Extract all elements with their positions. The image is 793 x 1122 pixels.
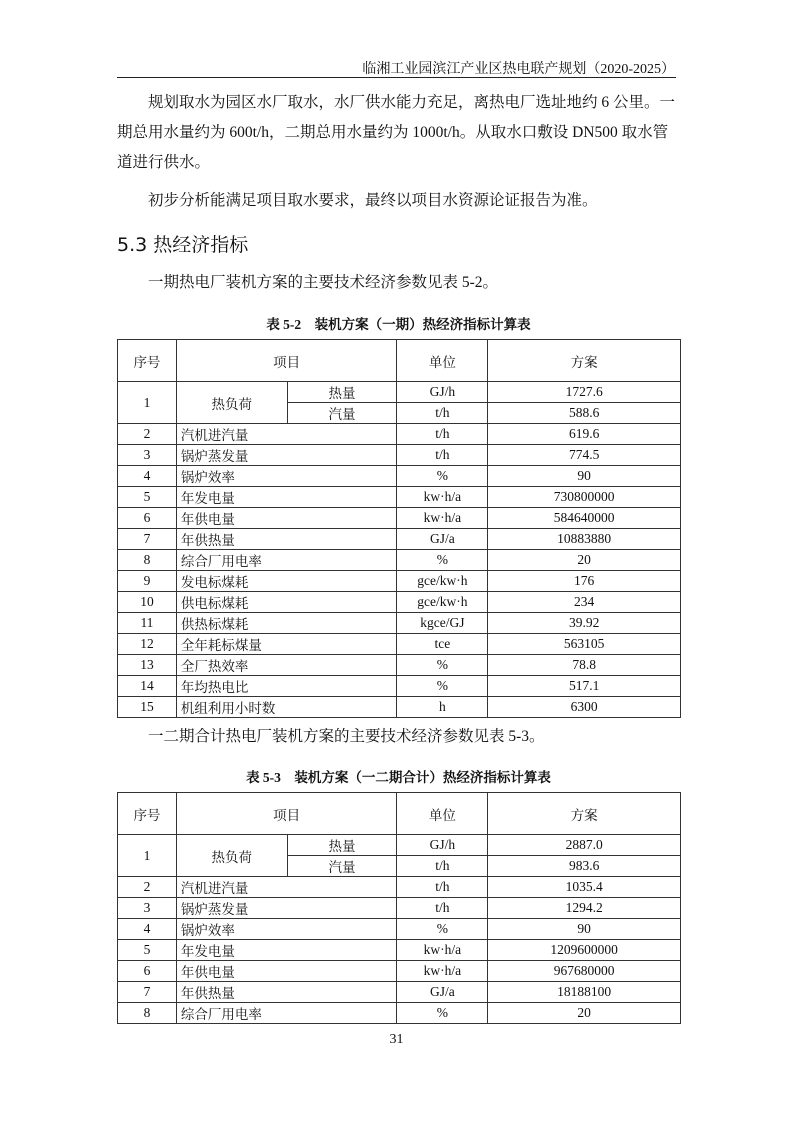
row-number: 1 <box>118 382 177 424</box>
unit-cell: kw·h/a <box>397 487 488 508</box>
row-number: 14 <box>118 676 177 697</box>
unit-cell: t/h <box>397 877 488 898</box>
header-cell: 序号 <box>118 793 177 835</box>
unit-cell: GJ/h <box>397 382 488 403</box>
header-cell: 单位 <box>397 340 488 382</box>
row-number: 6 <box>118 508 177 529</box>
header-cell: 项目 <box>176 340 397 382</box>
row-number: 4 <box>118 466 177 487</box>
value-cell: 234 <box>488 592 681 613</box>
unit-cell: % <box>397 919 488 940</box>
item-cell: 锅炉蒸发量 <box>176 445 397 466</box>
value-cell: 39.92 <box>488 613 681 634</box>
unit-cell: GJ/a <box>397 982 488 1003</box>
header-cell: 单位 <box>397 793 488 835</box>
table-row <box>118 424 681 445</box>
unit-cell: % <box>397 466 488 487</box>
header-cell: 方案 <box>488 793 681 835</box>
value-cell: 563105 <box>488 634 681 655</box>
header-cell: 序号 <box>118 340 177 382</box>
item-cell: 汽机进汽量 <box>176 424 397 445</box>
unit-cell: kw·h/a <box>397 940 488 961</box>
table-row <box>118 487 681 508</box>
unit-cell: GJ/h <box>397 835 488 856</box>
row-number: 1 <box>118 835 177 877</box>
section-heading: 5.3 热经济指标 <box>117 234 249 256</box>
row-number: 5 <box>118 487 177 508</box>
table-row <box>118 634 681 655</box>
item-cell: 年均热电比 <box>176 676 397 697</box>
row-number: 10 <box>118 592 177 613</box>
row-number: 3 <box>118 898 177 919</box>
header-cell: 方案 <box>488 340 681 382</box>
table-row <box>118 676 681 697</box>
unit-cell: % <box>397 550 488 571</box>
row-number: 9 <box>118 571 177 592</box>
value-cell: 1727.6 <box>488 382 681 403</box>
page-number: 31 <box>389 1032 404 1047</box>
item-cell: 年供热量 <box>176 982 397 1003</box>
running-header: 临湘工业园滨江产业区热电联产规划（2020-2025） <box>362 62 675 77</box>
item-cell: 供热标煤耗 <box>176 613 397 634</box>
value-cell: 18188100 <box>488 982 681 1003</box>
unit-cell: t/h <box>397 445 488 466</box>
sub-item-cell: 汽量 <box>287 403 397 424</box>
table-row <box>118 445 681 466</box>
row-number: 12 <box>118 634 177 655</box>
row-number: 5 <box>118 940 177 961</box>
table-row <box>118 898 681 919</box>
row-number: 7 <box>118 982 177 1003</box>
item-cell: 发电标煤耗 <box>176 571 397 592</box>
paragraph: 初步分析能满足项目取水要求，最终以项目水资源论证报告为准。 <box>148 192 598 209</box>
value-cell: 90 <box>488 466 681 487</box>
table-row <box>118 697 681 718</box>
table-caption: 表 5-2 装机方案（一期）热经济指标计算表 <box>266 317 531 332</box>
item-cell: 汽机进汽量 <box>176 877 397 898</box>
row-number: 2 <box>118 877 177 898</box>
row-number: 11 <box>118 613 177 634</box>
unit-cell: kw·h/a <box>397 961 488 982</box>
value-cell: 1294.2 <box>488 898 681 919</box>
table-caption: 表 5-3 装机方案（一二期合计）热经济指标计算表 <box>246 770 551 785</box>
value-cell: 176 <box>488 571 681 592</box>
item-cell: 热负荷 <box>176 835 287 877</box>
unit-cell: t/h <box>397 424 488 445</box>
item-cell: 锅炉蒸发量 <box>176 898 397 919</box>
value-cell: 10883880 <box>488 529 681 550</box>
value-cell: 2887.0 <box>488 835 681 856</box>
unit-cell: t/h <box>397 898 488 919</box>
unit-cell: % <box>397 676 488 697</box>
value-cell: 1209600000 <box>488 940 681 961</box>
unit-cell: kw·h/a <box>397 508 488 529</box>
header-cell: 项目 <box>176 793 397 835</box>
table-row <box>118 919 681 940</box>
unit-cell: t/h <box>397 856 488 877</box>
table-row <box>118 529 681 550</box>
table-5-3 <box>117 792 681 1024</box>
value-cell: 774.5 <box>488 445 681 466</box>
item-cell: 供电标煤耗 <box>176 592 397 613</box>
row-number: 2 <box>118 424 177 445</box>
table-row <box>118 982 681 1003</box>
value-cell: 20 <box>488 1003 681 1024</box>
table-row <box>118 940 681 961</box>
unit-cell: t/h <box>397 403 488 424</box>
table-header-row <box>118 340 681 382</box>
item-cell: 年供电量 <box>176 508 397 529</box>
value-cell: 20 <box>488 550 681 571</box>
row-number: 7 <box>118 529 177 550</box>
table-row <box>118 877 681 898</box>
item-cell: 全年耗标煤量 <box>176 634 397 655</box>
unit-cell: % <box>397 1003 488 1024</box>
value-cell: 6300 <box>488 697 681 718</box>
header-rule <box>117 77 676 78</box>
row-number: 3 <box>118 445 177 466</box>
row-number: 8 <box>118 1003 177 1024</box>
item-cell: 综合厂用电率 <box>176 550 397 571</box>
value-cell: 619.6 <box>488 424 681 445</box>
unit-cell: tce <box>397 634 488 655</box>
sub-item-cell: 热量 <box>287 382 397 403</box>
table-row <box>118 835 681 856</box>
value-cell: 517.1 <box>488 676 681 697</box>
item-cell: 热负荷 <box>176 382 287 424</box>
table-row <box>118 961 681 982</box>
sub-item-cell: 热量 <box>287 835 397 856</box>
unit-cell: GJ/a <box>397 529 488 550</box>
unit-cell: gce/kw·h <box>397 592 488 613</box>
item-cell: 年供电量 <box>176 961 397 982</box>
value-cell: 584640000 <box>488 508 681 529</box>
value-cell: 1035.4 <box>488 877 681 898</box>
table-row <box>118 655 681 676</box>
table-row <box>118 571 681 592</box>
value-cell: 90 <box>488 919 681 940</box>
item-cell: 年供热量 <box>176 529 397 550</box>
unit-cell: gce/kw·h <box>397 571 488 592</box>
table-row <box>118 592 681 613</box>
value-cell: 983.6 <box>488 856 681 877</box>
table-row <box>118 613 681 634</box>
row-number: 6 <box>118 961 177 982</box>
table-row <box>118 466 681 487</box>
sub-item-cell: 汽量 <box>287 856 397 877</box>
value-cell: 967680000 <box>488 961 681 982</box>
item-cell: 锅炉效率 <box>176 919 397 940</box>
table-row <box>118 1003 681 1024</box>
unit-cell: h <box>397 697 488 718</box>
unit-cell: kgce/GJ <box>397 613 488 634</box>
item-cell: 综合厂用电率 <box>176 1003 397 1024</box>
row-number: 15 <box>118 697 177 718</box>
paragraph: 一二期合计热电厂装机方案的主要技术经济参数见表 5-3。 <box>148 728 545 745</box>
table-5-2 <box>117 339 681 718</box>
table-row <box>118 382 681 403</box>
item-cell: 机组利用小时数 <box>176 697 397 718</box>
value-cell: 588.6 <box>488 403 681 424</box>
item-cell: 锅炉效率 <box>176 466 397 487</box>
table-row <box>118 508 681 529</box>
item-cell: 年发电量 <box>176 940 397 961</box>
table-row <box>118 550 681 571</box>
table-header-row <box>118 793 681 835</box>
value-cell: 730800000 <box>488 487 681 508</box>
row-number: 4 <box>118 919 177 940</box>
row-number: 8 <box>118 550 177 571</box>
row-number: 13 <box>118 655 177 676</box>
paragraph: 一期热电厂装机方案的主要技术经济参数见表 5-2。 <box>148 274 499 291</box>
paragraph: 规划取水为园区水厂取水，水厂供水能力充足，离热电厂选址地约 6 公里。一期总用水量约为 600t/h，二期总用水量约为 1000t/h。从取水口敷设 DN500 取水管道进行供水。 <box>117 94 676 171</box>
item-cell: 全厂热效率 <box>176 655 397 676</box>
unit-cell: % <box>397 655 488 676</box>
item-cell: 年发电量 <box>176 487 397 508</box>
value-cell: 78.8 <box>488 655 681 676</box>
